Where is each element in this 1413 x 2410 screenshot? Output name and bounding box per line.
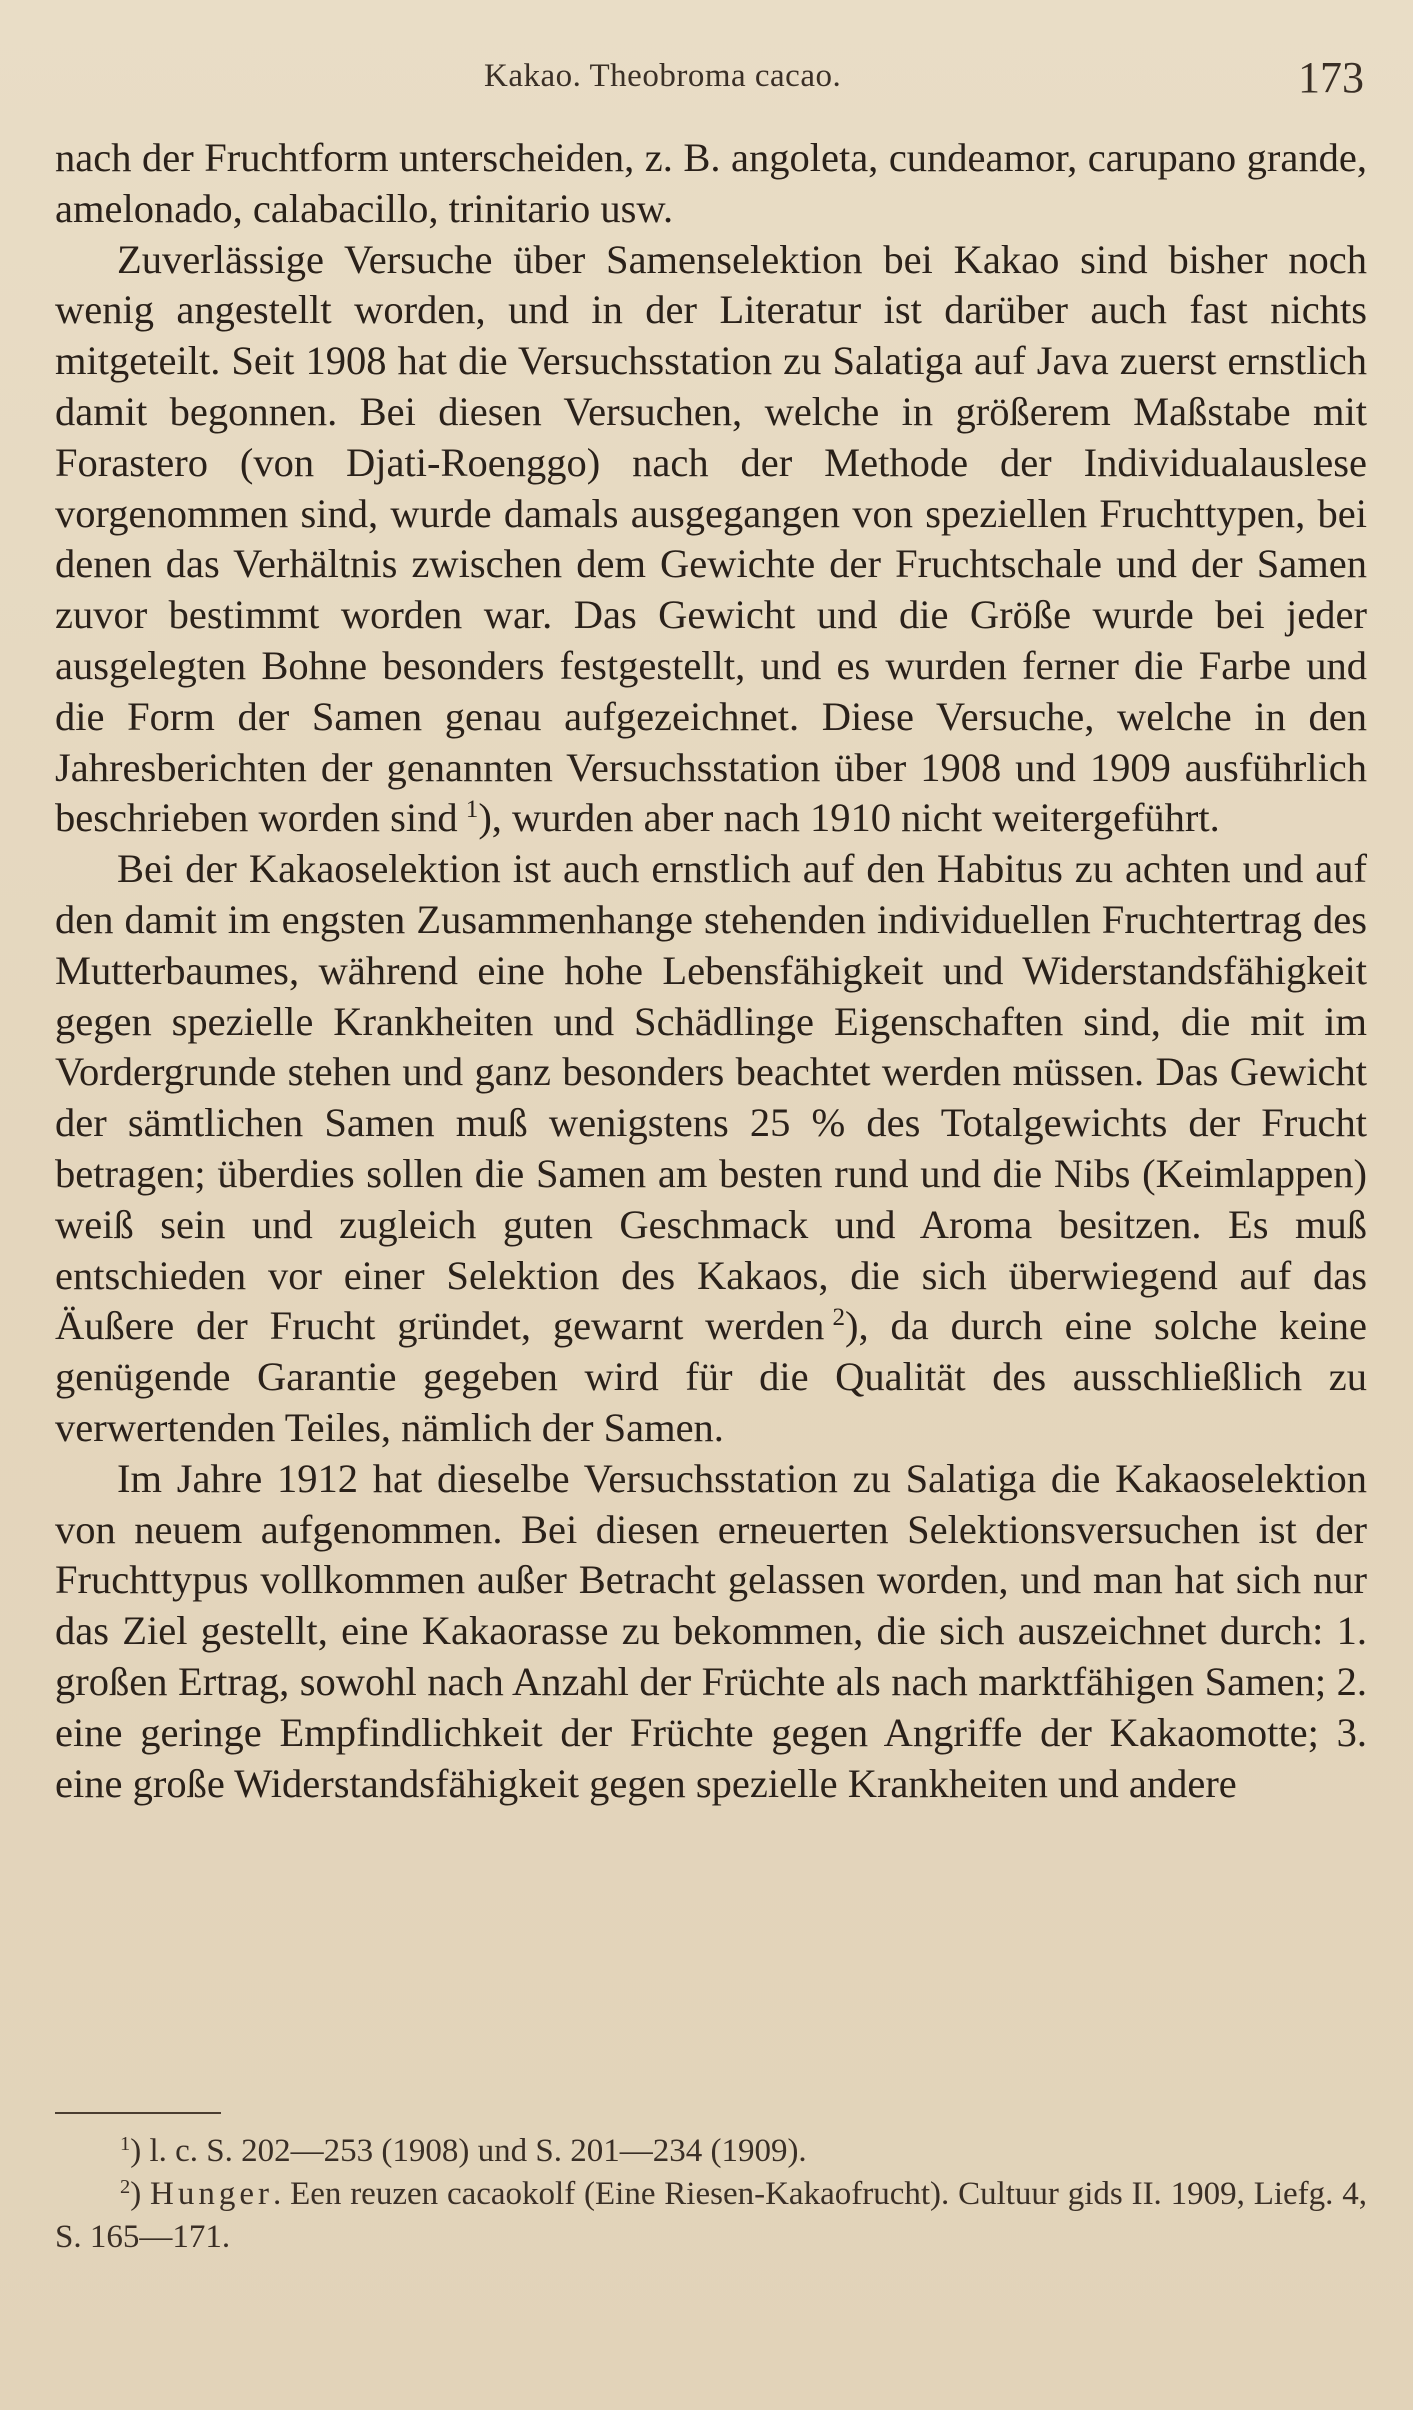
body-text	[55, 133, 1367, 1809]
page-number: 173	[1298, 53, 1364, 102]
running-head	[0, 52, 1413, 102]
footnote-reference[interactable]: 2	[832, 1304, 846, 1332]
paragraph-text-tail: ), da durch eine solche keine genügende Garantie gegeben wird für die Qualität des ausschließlich zu verwertenden Teiles, nämlich der Samen.	[55, 1303, 1367, 1450]
paragraph-text: nach der Fruchtform unterscheiden, z. B. angoleta, cundeamor, carupano grande, amelonado, calabacillo, trinitario usw.	[55, 135, 1367, 231]
footnote-author: Hunger	[150, 2176, 273, 2212]
paragraph-text-tail: ), wurden aber nach 1910 nicht weitergeführt.	[478, 795, 1220, 841]
paragraph-habitus	[55, 844, 1367, 1454]
running-title: Kakao. Theobroma cacao.	[484, 58, 842, 94]
footnote-reference[interactable]: 1	[465, 796, 479, 824]
paragraph-seed-selection	[55, 235, 1367, 845]
paragraph-continuation	[55, 133, 1367, 235]
footnotes	[55, 2130, 1367, 2259]
footnote-text: ) l. c. S. 202—253 (1908) und S. 201—234 (1909).	[130, 2133, 807, 2169]
footnote-2: $^2$) Hunger. Een reuzen cacaokolf (Eine Riesen-Kakaofrucht). Cultuur gids II. 1909, Liefg. 4, S. 165—171.	[55, 2175, 1367, 2255]
paragraph-text: Im Jahre 1912 hat dieselbe Versuchsstation zu Salatiga die Kakaoselektion von neuem aufgenommen. Bei diesen erneuerten Selektionsversuchen ist der Fruchttypus vollkommen außer Betracht gelassen worden, und man hat sich nur das Ziel gestellt, eine Kakaorasse zu bekommen, die sich auszeichnet durch: 1. großen Ertrag, sowohl nach Anzahl der Früchte als nach marktfähigen Samen; 2. eine geringe Empfindlichkeit der Früchte gegen Angriffe der Kakaomotte; 3. eine große Widerstandsfähigkeit gegen spezielle Krankheiten und andere	[55, 1455, 1367, 1806]
footnote-1	[55, 2130, 1367, 2173]
paragraph-text: Zuverlässige Versuche über Samenselektion bei Kakao sind bisher noch wenig angestellt worden, und in der Literatur ist darüber auch fast nichts mitgeteilt. Seit 1908 hat die Versuchsstation zu Salatiga auf Java zuerst ernstlich damit begonnen. Bei diesen Versuchen, welche in größerem Maßstabe mit Forastero (von Djati-Roenggo) nach der Methode der Individualauslese vorgenommen sind, wurde damals ausgegangen von speziellen Fruchttypen, bei denen das Verhältnis zwischen dem Gewichte der Fruchtschale und der Samen zuvor bestimmt worden war. Das Gewicht und die Größe wurde bei jeder ausgelegten Bohne besonders festgestellt, und es wurden ferner die Farbe und die Form der Samen genau aufgezeichnet. Diese Versuche, welche in den Jahresberichten der genannten Versuchsstation über 1908 und 1909 ausführlich beschrieben worden sind	[55, 236, 1367, 841]
footnote-divider	[55, 2112, 221, 2114]
paragraph-1912	[55, 1454, 1367, 1810]
footnote-mark: 2	[120, 2175, 131, 2198]
footnote-text: . Een reuzen cacaokolf (Eine Riesen-Kakaofrucht). Cultuur gids II. 1909, Liefg. 4, S. 165—171.	[55, 2176, 1367, 2255]
paragraph-text: Bei der Kakaoselektion ist auch ernstlich auf den Habitus zu achten und auf den damit im engsten Zusammenhange stehenden individuellen Fruchtertrag des Mutterbaumes, während eine hohe Lebensfähigkeit und Widerstandsfähigkeit gegen spezielle Krankheiten und Schädlinge Eigenschaften sind, die mit im Vordergrunde stehen und ganz besonders beachtet werden müssen. Das Gewicht der sämtlichen Samen muß wenigstens 25 % des Totalgewichts der Frucht betragen; überdies sollen die Samen am besten rund und die Nibs (Keimlappen) weiß sein und zugleich guten Geschmack und Aroma besitzen. Es muß entschieden vor einer Selektion des Kakaos, die sich überwiegend auf das Äußere der Frucht gründet, gewarnt werden	[55, 846, 1367, 1349]
footnote-mark: 1	[120, 2132, 131, 2155]
